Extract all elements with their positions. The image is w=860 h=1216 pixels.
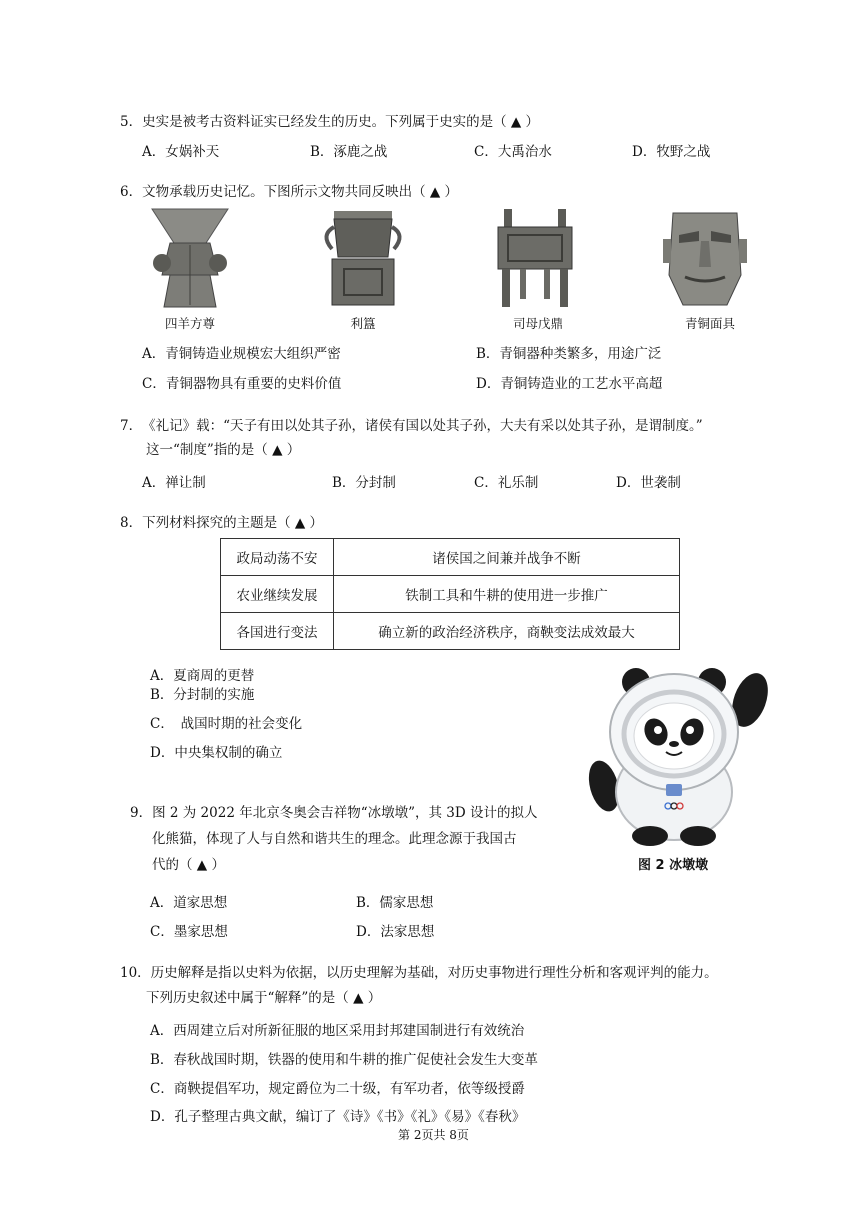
q8-option-d[interactable]: D．中央集权制的确立 <box>150 745 283 761</box>
bronze-mask-icon <box>655 205 755 310</box>
q9-stem-line3: 代的（ ▲ ） <box>152 857 225 873</box>
artifact-caption-1: 四羊方尊 <box>164 316 215 331</box>
table-cell-value: 铁制工具和牛耕的使用进一步推广 <box>334 576 680 613</box>
q5-option-b[interactable]: B．涿鹿之战 <box>310 144 388 160</box>
q7-stem-line2: 这一“制度”指的是（ ▲ ） <box>146 442 301 458</box>
bronze-gui-vessel-icon <box>318 205 408 310</box>
q5-option-d[interactable]: D．牧野之战 <box>632 144 711 160</box>
figure-2-caption: 图 2 冰墩墩 <box>638 858 709 873</box>
table-cell-value: 确立新的政治经济秩序，商鞅变法成效最大 <box>334 613 680 650</box>
table-row <box>221 539 680 576</box>
q6-stem: 6．文物承载历史记忆。下图所示文物共同反映出（ ▲ ） <box>120 184 459 200</box>
q7-stem-line1: 7． 《礼记》载：“天子有田以处其子孙，诸侯有国以处其子孙，大夫有采以处其子孙，是谓制度。” <box>120 418 703 434</box>
q6-option-b[interactable]: B．青铜器种类繁多，用途广泛 <box>476 346 662 362</box>
table-row <box>221 613 680 650</box>
q5-stem: 5．史实是被考古资料证实已经发生的历史。下列属于史实的是（ ▲ ） <box>120 114 540 130</box>
q10-option-c[interactable]: C．商鞅提倡军功，规定爵位为二十级，有军功者，依等级授爵 <box>150 1081 525 1097</box>
q6-option-a[interactable]: A．青铜铸造业规模宏大组织严密 <box>142 346 341 362</box>
table-cell-value: 诸侯国之间兼并战争不断 <box>334 539 680 576</box>
q5-option-c[interactable]: C．大禹治水 <box>474 144 552 160</box>
q10-option-b[interactable]: B．春秋战国时期，铁器的使用和牛耕的推广促使社会发生大变革 <box>150 1052 538 1068</box>
q9-stem-line2: 化熊猫，体现了人与自然和谐共生的理念。此理念源于我国古 <box>152 831 517 847</box>
q10-option-d[interactable]: D．孔子整理古典文献，编订了《诗》《书》《礼》《易》《春秋》 <box>150 1109 526 1125</box>
artifact-caption-2: 利簋 <box>350 316 376 331</box>
q9-option-c[interactable]: C．墨家思想 <box>150 924 228 940</box>
q7-option-c[interactable]: C．礼乐制 <box>474 475 539 491</box>
q7-option-a[interactable]: A．禅让制 <box>142 475 206 491</box>
q8-option-c[interactable]: C． 战国时期的社会变化 <box>150 716 303 732</box>
table-cell-key: 各国进行变法 <box>221 613 334 650</box>
artifact-caption-4: 青铜面具 <box>684 316 735 331</box>
q8-material-table <box>220 538 680 650</box>
page-footer: 第 2页共 8页 <box>398 1128 469 1142</box>
table-cell-key: 政局动荡不安 <box>221 539 334 576</box>
q9-option-a[interactable]: A．道家思想 <box>150 895 228 911</box>
q7-option-d[interactable]: D．世袭制 <box>616 475 681 491</box>
artifact-caption-3: 司母戊鼎 <box>512 316 563 331</box>
q8-stem: 8．下列材料探究的主题是（ ▲ ） <box>120 515 324 531</box>
q9-stem-line1: 9．图 2 为 2022 年北京冬奥会吉祥物“冰墩墩”，其 3D 设计的拟人 <box>130 805 538 821</box>
bronze-ding-cauldron-icon <box>490 205 580 310</box>
q9-option-d[interactable]: D．法家思想 <box>356 924 435 940</box>
q9-option-b[interactable]: B．儒家思想 <box>356 895 434 911</box>
q10-stem-line1: 10．历史解释是指以史料为依据，以历史理解为基础，对历史事物进行理性分析和客观评判的能力。 <box>120 965 718 981</box>
q6-option-c[interactable]: C．青铜器物具有重要的史料价值 <box>142 376 342 392</box>
table-row <box>221 576 680 613</box>
q5-option-a[interactable]: A．女娲补天 <box>142 144 220 160</box>
q6-option-d[interactable]: D．青铜铸造业的工艺水平高超 <box>476 376 663 392</box>
table-cell-key: 农业继续发展 <box>221 576 334 613</box>
q8-option-a[interactable]: A．夏商周的更替 <box>150 668 255 684</box>
bronze-zun-vessel-icon <box>140 205 240 310</box>
bing-dwen-dwen-mascot-icon <box>582 660 772 848</box>
q7-option-b[interactable]: B．分封制 <box>332 475 396 491</box>
q8-option-b[interactable]: B．分封制的实施 <box>150 687 255 703</box>
q10-option-a[interactable]: A．西周建立后对所新征服的地区采用封邦建国制进行有效统治 <box>150 1023 525 1039</box>
q10-stem-line2: 下列历史叙述中属于“解释”的是（ ▲ ） <box>146 990 382 1006</box>
